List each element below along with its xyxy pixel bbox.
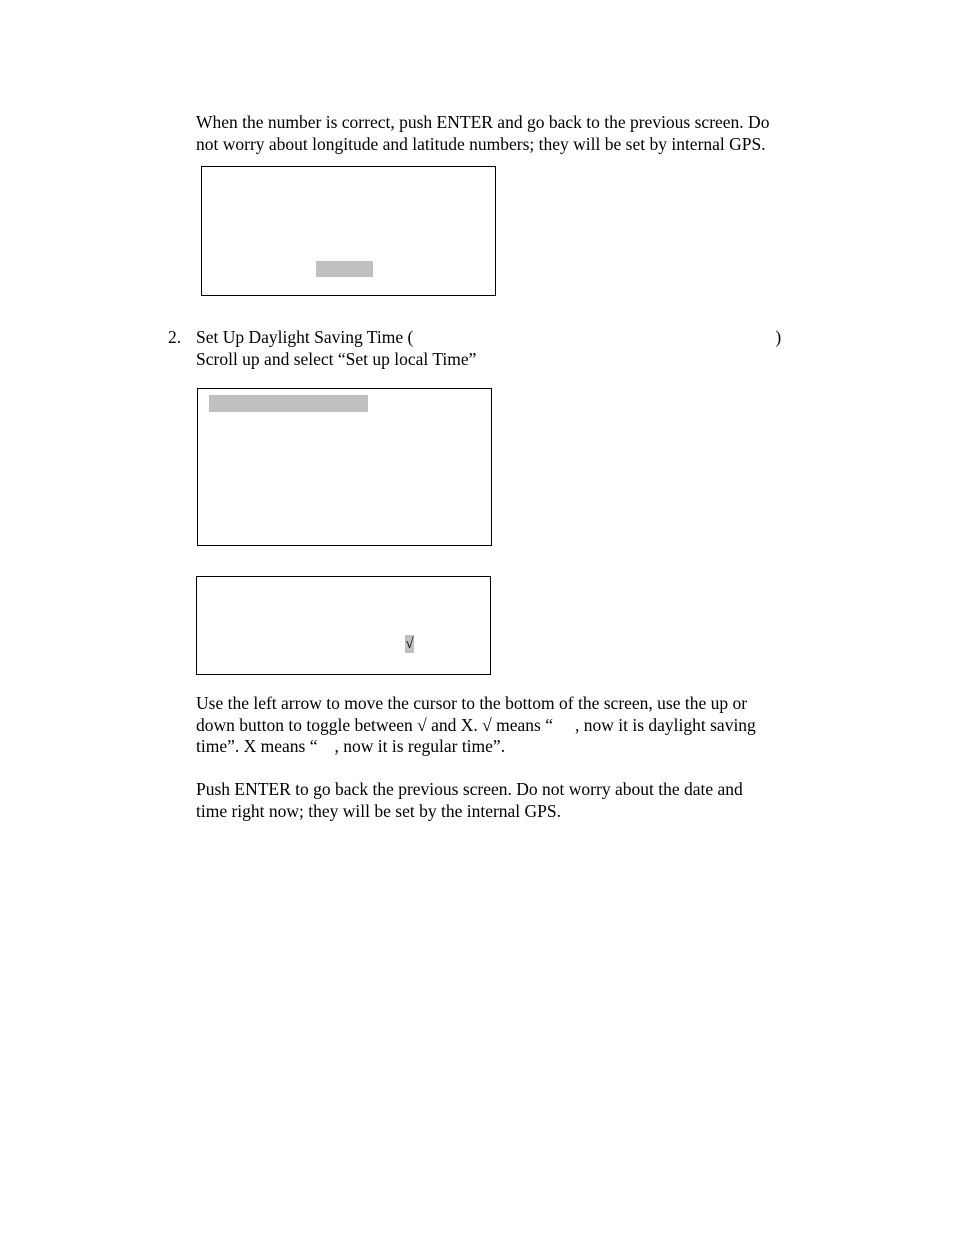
step-number: 2.: [168, 327, 182, 347]
step2-heading-end: ): [775, 327, 782, 347]
dst-toggle-check-icon: √: [405, 636, 414, 652]
toggle-line-3-a: time”. X means “: [196, 736, 318, 756]
dst-toggle-screen-illustration: [196, 576, 491, 675]
step2-heading: [196, 327, 836, 349]
toggle-line-2: [196, 715, 836, 737]
intro-line-1: When the number is correct, push ENTER and go back to the previous screen. Do: [196, 112, 770, 132]
toggle-line-2-b: , now it is daylight saving: [574, 714, 756, 735]
step2-heading-start: Set Up Daylight Saving Time (: [196, 327, 414, 347]
enter-line-2: time right now; they will be set by the internal GPS.: [196, 800, 562, 821]
step2-instruction: Scroll up and select “Set up local Time”: [196, 348, 477, 369]
toggle-line-3-b: , now it is regular time”.: [334, 736, 506, 756]
toggle-paragraph: [196, 693, 836, 758]
location-screen-illustration: [201, 166, 496, 296]
enter-line-1: Push ENTER to go back the previous screen. Do not worry about the date and: [196, 779, 743, 799]
toggle-line-2-a: down button to toggle between √ and X. √ means “: [196, 714, 553, 735]
enter-cursor-highlight: [316, 261, 373, 277]
step2-paragraph: [196, 327, 836, 370]
toggle-line-3: [196, 736, 836, 758]
menu-screen-illustration: [197, 388, 492, 546]
selected-menu-item-highlight: [209, 395, 368, 412]
intro-line-2: not worry about longitude and latitude numbers; they will be set by internal GPS.: [196, 133, 766, 154]
enter-paragraph: [196, 779, 836, 822]
intro-paragraph: [196, 112, 836, 155]
toggle-line-1: Use the left arrow to move the cursor to the bottom of the screen, use the up or: [196, 693, 748, 713]
